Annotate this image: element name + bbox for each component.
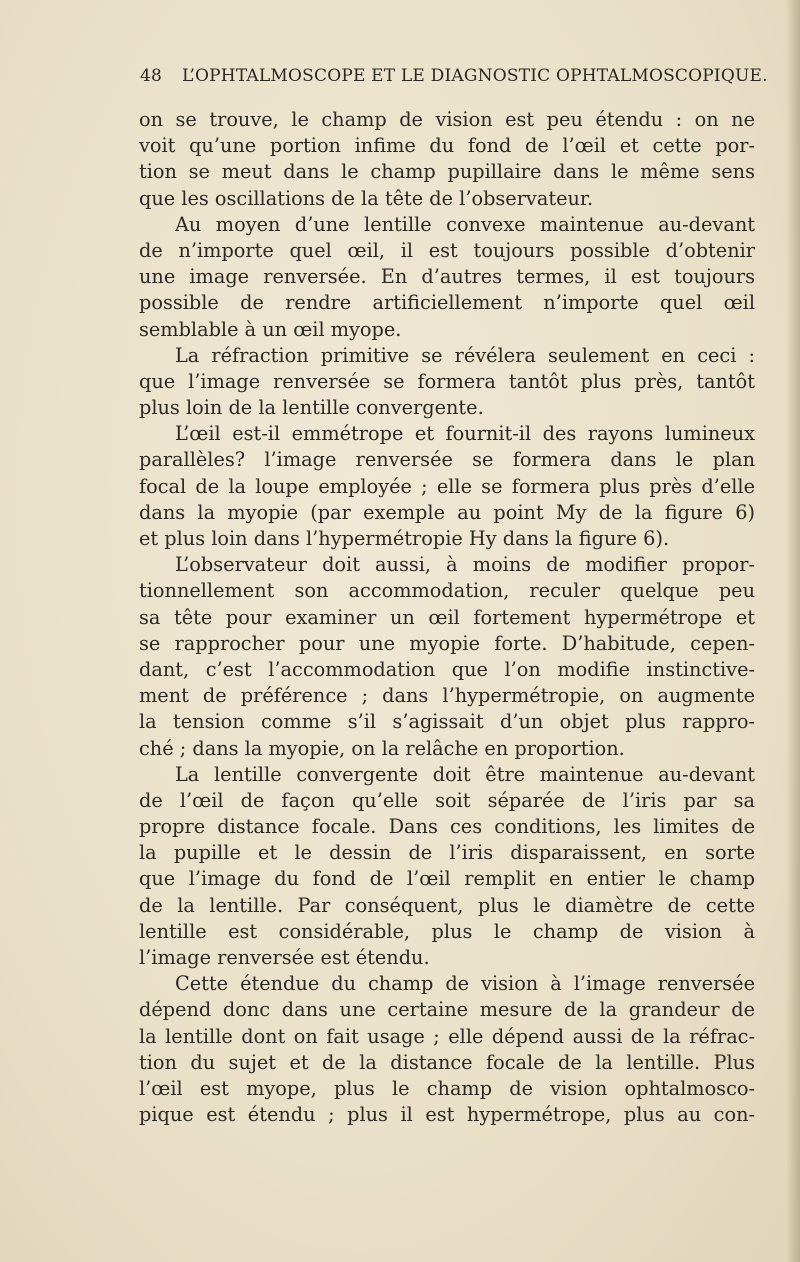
- text-line: dans la myopie (par exemple au point My de la figure 6): [139, 500, 755, 524]
- page-number: 48: [140, 66, 163, 86]
- text-line: tionnellement son accommodation, reculer quelque peu: [139, 579, 755, 603]
- body-text: [139, 107, 755, 1128]
- text-line: de n’importe quel œil, il est toujours possible d’obtenir: [139, 238, 755, 262]
- text-line: propre distance focale. Dans ces conditions, les limites de: [139, 815, 755, 839]
- text-line: tion du sujet et de la distance focale de la lentille. Plus: [139, 1050, 755, 1074]
- text-line: dépend donc dans une certaine mesure de la grandeur de: [139, 998, 755, 1022]
- text-line: Cette étendue du champ de vision à l’image renversée: [175, 972, 755, 996]
- text-line: voit qu’une portion infime du fond de l’œil et cette por-: [139, 134, 755, 158]
- text-line: la lentille dont on fait usage ; elle dépend aussi de la réfrac-: [139, 1024, 755, 1048]
- text-line: focal de la loupe employée ; elle se formera plus près d’elle: [139, 474, 755, 498]
- running-title: L’OPHTALMOSCOPE ET LE DIAGNOSTIC OPHTALMOSCOPIQUE.: [182, 66, 768, 86]
- text-line: l’œil est myope, plus le champ de vision ophtalmosco-: [139, 1076, 755, 1100]
- text-line: lentille est considérable, plus le champ de vision à: [139, 919, 755, 943]
- text-line: sa tête pour examiner un œil fortement hypermétrope et: [139, 605, 755, 629]
- text-line: se rapprocher pour une myopie forte. D’habitude, cepen-: [139, 631, 755, 655]
- text-line: dant, c’est l’accommodation que l’on modifie instinctive-: [139, 657, 755, 681]
- page-edge-shadow: [786, 0, 800, 1262]
- text-line: on se trouve, le champ de vision est peu étendu : on ne: [139, 108, 755, 131]
- running-head: [140, 66, 768, 86]
- text-line: et plus loin dans l’hypermétropie Hy dans la figure 6).: [139, 527, 670, 550]
- text-line: la pupille et le dessin de l’iris disparaissent, en sorte: [139, 841, 755, 865]
- text-line: de la lentille. Par conséquent, plus le diamètre de cette: [139, 893, 755, 917]
- text-line: possible de rendre artificiellement n’importe quel œil: [139, 291, 755, 315]
- text-line: de l’œil de façon qu’elle soit séparée de l’iris par sa: [139, 788, 755, 812]
- text-line: La lentille convergente doit être maintenue au-devant: [175, 762, 755, 786]
- text-line: pique est étendu ; plus il est hypermétrope, plus au con-: [139, 1103, 755, 1127]
- text-line: L’observateur doit aussi, à moins de modifier propor-: [175, 553, 755, 577]
- text-line: que l’image renversée se formera tantôt plus près, tantôt: [139, 369, 755, 393]
- text-line: la tension comme s’il s’agissait d’un objet plus rappro-: [139, 710, 755, 734]
- text-line: semblable à un œil myope.: [139, 317, 402, 341]
- text-line: que les oscillations de la tête de l’observateur.: [139, 186, 594, 210]
- text-line: tion se meut dans le champ pupillaire dans le même sens: [139, 160, 755, 184]
- text-line: l’image renversée est étendu.: [139, 946, 430, 969]
- text-line: L’œil est-il emmétrope et fournit-il des rayons lumineux: [175, 422, 755, 446]
- text-line: ché ; dans la myopie, on la relâche en proportion.: [139, 736, 625, 760]
- text-line: parallèles? l’image renversée se formera dans le plan: [139, 448, 755, 472]
- text-line: que l’image du fond de l’œil remplit en entier le champ: [139, 867, 755, 891]
- text-line: Au moyen d’une lentille convexe maintenue au-devant: [175, 212, 755, 236]
- text-line: plus loin de la lentille convergente.: [139, 396, 484, 420]
- text-line: ment de préférence ; dans l’hypermétropie, on augmente: [139, 684, 755, 708]
- text-line: La réfraction primitive se révélera seulement en ceci :: [175, 343, 755, 367]
- text-line: une image renversée. En d’autres termes, il est toujours: [139, 265, 755, 289]
